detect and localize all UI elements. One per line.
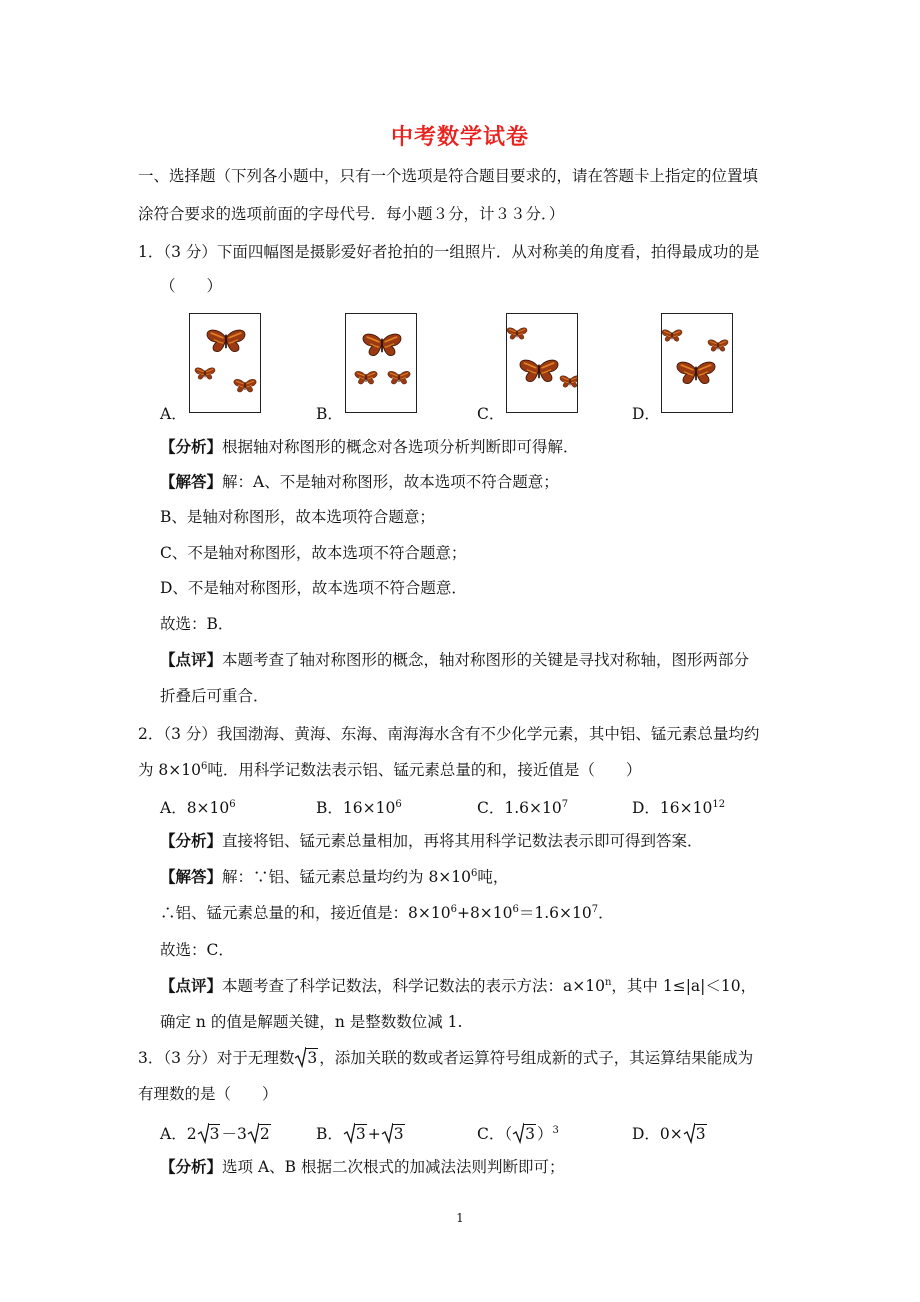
q3-option-a: A．2 3 －3 2 bbox=[160, 1125, 270, 1143]
q1-solution-c: C、不是轴对称图形，故本选项不符合题意； bbox=[160, 544, 467, 562]
q1-stem: 1．（3 分）下面四幅图是摄影爱好者抢拍的一组照片．从对称美的角度看，拍得最成功的是 bbox=[138, 243, 760, 261]
q1-option-d: D． bbox=[632, 405, 660, 423]
q1-solution-b: B、是轴对称图形，故本选项符合题意； bbox=[160, 508, 435, 526]
q2-analysis: 【分析】直接将铝、锰元素总量相加，再将其用科学记数法表示即可得到答案． bbox=[160, 831, 703, 850]
q3-option-d: D．0× 3 bbox=[632, 1125, 706, 1143]
q2-stem: 2．（3 分）我国渤海、黄海、东海、南海海水含有不少化学元素，其中铝、锰元素总量均约 bbox=[138, 725, 760, 743]
q1-option-b: B． bbox=[316, 405, 343, 423]
q2-option-c: C．$1.6\times 10^7$ bbox=[477, 799, 569, 817]
q3-stem-cont: 有理数的是（ ） bbox=[138, 1085, 278, 1103]
section-heading-cont: 涂符合要求的选项前面的字母代号．每小题３分，计３３分．） bbox=[138, 205, 565, 223]
section-heading: 一、选择题（下列各小题中，只有一个选项是符合题目要求的，请在答题卡上指定的位置填 bbox=[138, 167, 759, 185]
q1-analysis: 【分析】根据轴对称图形的概念对各选项分析判断即可得解． bbox=[160, 437, 579, 456]
q2-solution-cont: ∴铝、锰元素总量的和，接近值是：$8\times 10^6+8\times 10^6=1.6\times 10^7$． bbox=[160, 904, 614, 922]
q1-choice: 故选：B． bbox=[160, 615, 234, 633]
butterfly-photo-icon bbox=[346, 314, 416, 412]
q1-stem-bracket: （ ） bbox=[160, 277, 223, 295]
q1-solution-d: D、不是轴对称图形，故本选项不符合题意． bbox=[160, 579, 467, 597]
q1-photo-a bbox=[189, 313, 261, 413]
q2-solution: 【解答】解：∵铝、锰元素总量均约为 $8\times 10^6$吨， bbox=[160, 867, 509, 886]
q1-option-c: C． bbox=[477, 405, 505, 423]
q3-option-c: C．（ 3 ）$^3$ bbox=[477, 1125, 559, 1143]
sqrt-3: 3 bbox=[294, 1048, 318, 1068]
q3-option-b: B． 3 + 3 bbox=[316, 1125, 404, 1143]
butterfly-photo-icon bbox=[662, 314, 732, 412]
page-number: 1 bbox=[456, 1211, 464, 1225]
q1-photo-d bbox=[661, 313, 733, 413]
q2-comment-cont: 确定 n 的值是解题关键，n 是整数数位减 1. bbox=[160, 1013, 463, 1031]
q1-photo-b bbox=[345, 313, 417, 413]
q3-stem: 3．（3 分）对于无理数 3 ，添加关联的数或者运算符号组成新的式子，其运算结果能成为 bbox=[138, 1049, 754, 1067]
q1-photo-c bbox=[506, 313, 578, 413]
butterfly-photo-icon bbox=[190, 314, 260, 412]
q1-option-a: A． bbox=[160, 405, 187, 423]
q2-stem-cont: 为 $8\times 10^6$吨．用科学记数法表示铝、锰元素总量的和，接近值是（ ） bbox=[138, 761, 642, 779]
q3-analysis: 【分析】选项 A、B 根据二次根式的加减法法则判断即可； bbox=[160, 1157, 565, 1176]
q2-option-d: D．$16\times 10^{12}$ bbox=[632, 799, 726, 817]
q2-option-a: A．$8\times 10^6$ bbox=[160, 799, 236, 817]
q1-solution: 【解答】解：A、不是轴对称图形，故本选项不符合题意； bbox=[160, 472, 559, 491]
q2-option-b: B．$16\times 10^6$ bbox=[316, 799, 402, 817]
butterfly-photo-icon bbox=[507, 314, 577, 412]
q2-comment: 【点评】本题考查了科学记数法，科学记数法的表示方法：$a\times 10^n$，其中 1≤|a|＜10， bbox=[160, 976, 757, 995]
page-title: 中考数学试卷 bbox=[390, 124, 529, 150]
q1-comment-cont: 折叠后可重合． bbox=[160, 687, 269, 705]
q1-comment: 【点评】本题考查了轴对称图形的概念，轴对称图形的关键是寻找对称轴，图形两部分 bbox=[160, 650, 750, 669]
q2-choice: 故选：C． bbox=[160, 941, 234, 959]
